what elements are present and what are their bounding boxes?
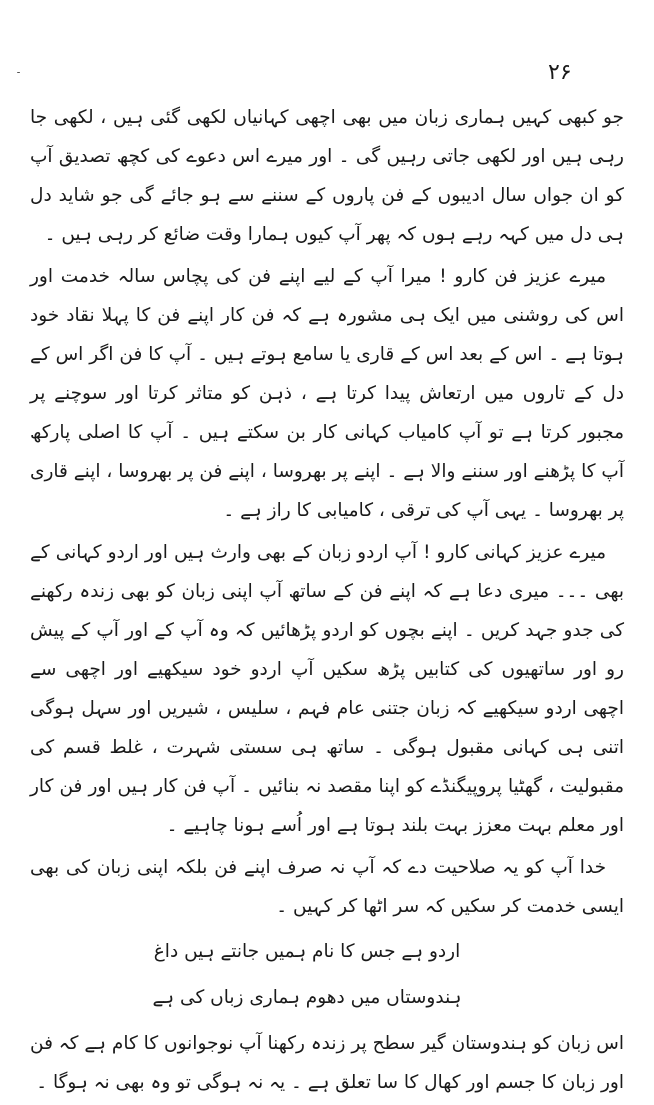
- couplet-line-1: اردو ہے جس کا نام ہمیں جانتے ہیں داغ: [153, 941, 461, 962]
- paragraph-4: خدا آپ کو یہ صلاحیت دے کہ آپ نہ صرف اپنے فن بلکہ اپنی زبان کی بھی ایسی خدمت کر سکیں کہ سر اٹھا کر کہیں ۔: [30, 857, 624, 917]
- closing-paragraph: اس زبان کو ہندوستان گیر سطح پر زندہ رکھنا آپ نوجوانوں کا کام ہے کہ فن اور زبان کا جسم اور کھال کا سا تعلق ہے ۔ یہ نہ ہوگی تو وہ بھی نہ ہوگا ۔: [30, 1033, 624, 1093]
- page-number: ۲۶: [548, 60, 572, 85]
- margin-mark: ۔: [15, 62, 23, 76]
- couplet-line-2: ہندوستاں میں دھوم ہماری زباں کی ہے: [152, 987, 462, 1008]
- paragraph-3: میرے عزیز کہانی کارو ! آپ اردو زبان کے بھی وارث ہیں اور اردو کہانی کے بھی ۔۔۔ میری دعا ہے کہ اپنے فن کے ساتھ آپ اپنی زبان کو بھی زندہ رکھنے کی جدو جہد کریں ۔ اپنے بچوں کو اردو پڑھائیں کہ وہ آپ کے اور آپ کے پیش رو اور ساتھیوں کی کتابیں پڑھ سکیں آپ اردو خود سیکھیے اور اچھی سے اچھی اردو سیکھیے کہ زبان جتنی عام فہم ، سلیس ، شیریں اور سہل ہوگی اتنی ہی کہانی مقبول ہوگی ۔ ساتھ ہی سستی شہرت ، غلط قسم کی مقبولیت ، گھٹیا پروپیگنڈے کو اپنا مقصد نہ بنائیں ۔ آپ فن کار ہیں اور فن کار اور معلم بہت معزز بہت بلند ہوتا ہے اور اُسے ہونا چاہیے ۔: [30, 542, 624, 836]
- couplet: [30, 932, 624, 1018]
- page-body: [30, 98, 624, 1105]
- paragraph-1: جو کبھی کہیں ہماری زبان میں بھی اچھی کہانیاں لکھی گئی ہیں ، لکھی جا رہی ہیں اور لکھی جاتی رہیں گی ۔ اور میرے اس دعوے کی کچھ تصدیق آپ کو ان جواں سال ادیبوں کے فن پاروں کے سننے سے ہو جائے گی جو شاید دل ہی دل میں کہہ رہے ہوں کہ پھر آپ کیوں ہمارا وقت ضائع کر رہی ہیں ۔: [30, 107, 624, 245]
- paragraph-2: میرے عزیز فن کارو ! میرا آپ کے لیے اپنے فن کی پچاس سالہ خدمت اور اس کی روشنی میں ایک ہی مشورہ ہے کہ فن کار اپنے فن کا پہلا نقاد خود ہوتا ہے ۔ اس کے بعد اس کے قاری یا سامع ہوتے ہیں ۔ آپ کا فن اگر اس کے دل کے تاروں میں ارتعاش پیدا کرتا ہے ، ذہن کو متاثر کرتا اور سوچنے پر مجبور کرتا ہے تو آپ کامیاب کہانی کار بن سکتے ہیں ۔ آپ کا اصلی پارکھ آپ کا پڑھنے اور سننے والا ہے ۔ اپنے پر بھروسا ، اپنے فن پر بھروسا ، اپنے قاری پر بھروسا ۔ یہی آپ کی ترقی ، کامیابی کا راز ہے ۔: [30, 266, 624, 521]
